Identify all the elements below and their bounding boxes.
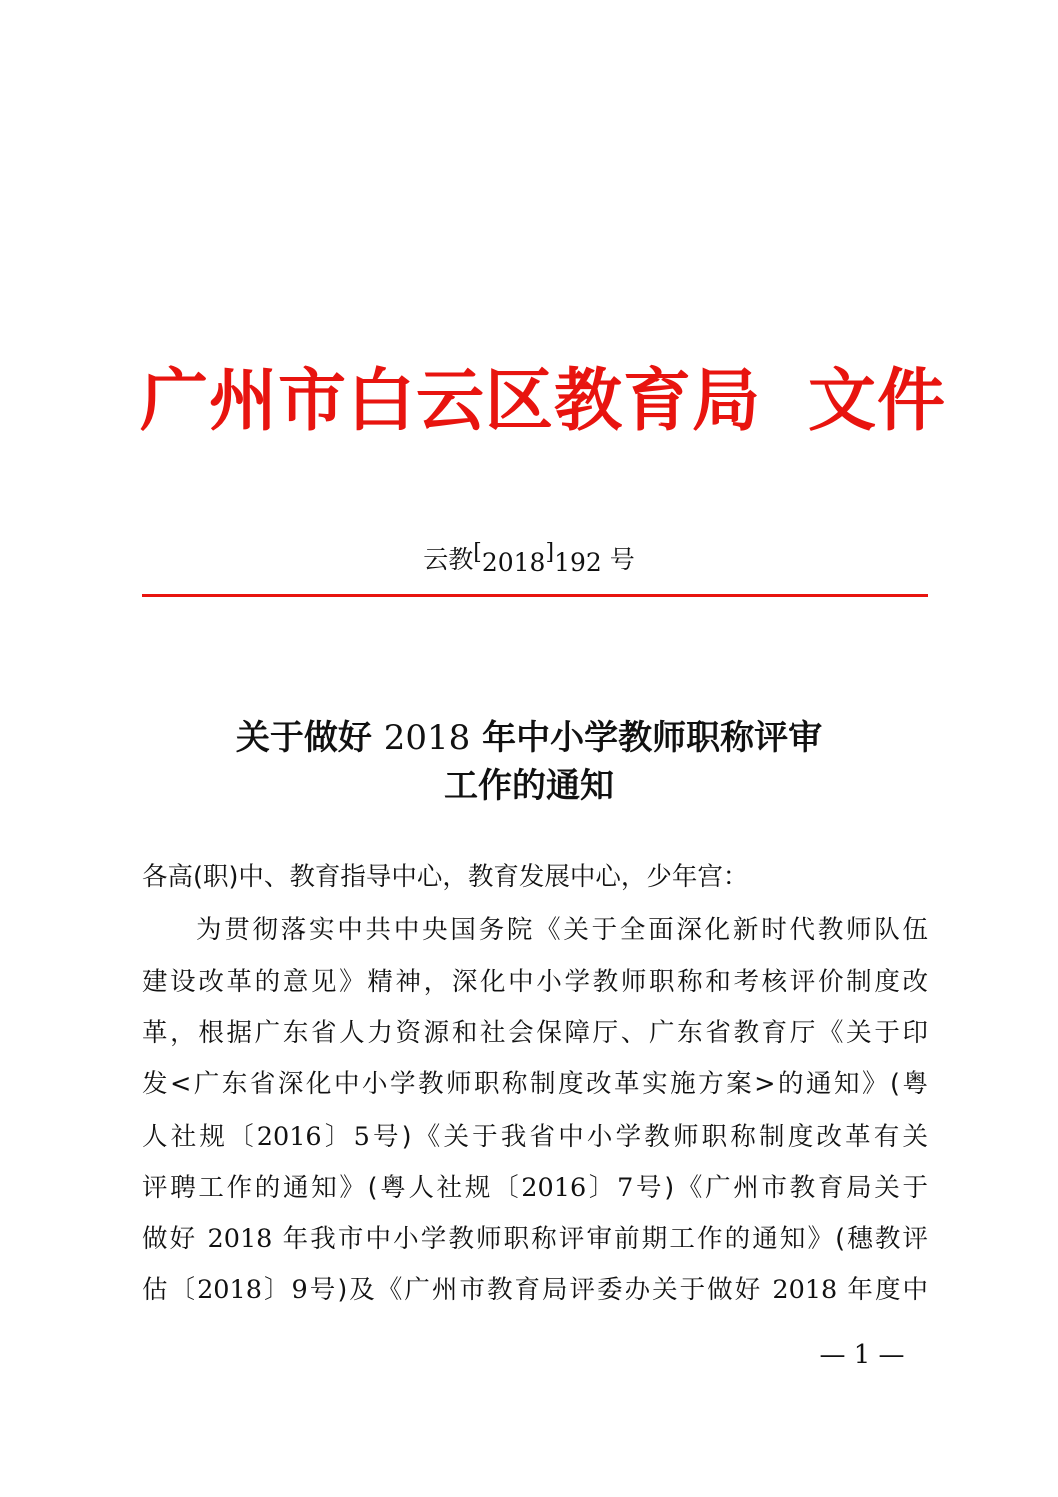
body-text: 估〔 (142, 1275, 198, 1305)
body-number: 7 (617, 1173, 634, 1203)
body-number: 2018 (772, 1275, 838, 1305)
body-number: 2016 (521, 1173, 587, 1203)
title-text: 关于做好 (235, 718, 372, 758)
body-number: 2016 (256, 1122, 322, 1152)
body-text: 评聘工作的通知》(粤人社规〔 (142, 1173, 522, 1203)
body-text: 年度中 (847, 1275, 928, 1305)
body-line-1: 为贯彻落实中共中央国务院《关于全面深化新时代教师队伍 (196, 915, 928, 945)
issuing-organization: 广州市白云区教育局 (140, 362, 762, 441)
body-line-2: 建设改革的意见》精神，深化中小学教师职称和考核评价制度改 (142, 967, 928, 997)
salutation: 各高(职)中、教育指导中心，教育发展中心，少年宫： (142, 862, 749, 892)
body-text: 号)《广州市教育局关于 (633, 1173, 928, 1203)
body-text: 〕 (586, 1173, 618, 1203)
body-text: 做好 (142, 1224, 198, 1254)
document-label: 文件 (808, 362, 947, 441)
doc-number-prefix: 云教 (423, 545, 474, 574)
doc-number-suffix: 号 (609, 545, 635, 574)
page-number: — 1 — (819, 1340, 905, 1370)
body-line-5 (142, 1112, 928, 1162)
doc-number-value: 192 (554, 548, 602, 577)
doc-number-open-bracket: [ (473, 540, 482, 565)
document-number (0, 538, 1058, 584)
body-text: 号)《关于我省中小学教师职称制度改革有关 (369, 1122, 928, 1152)
body-line-4: 发<广东省深化中小学教师职称制度改革实施方案>的通知》(粤 (142, 1069, 928, 1099)
body-text: 〕 (261, 1275, 292, 1305)
document-title-line-1 (0, 714, 1058, 762)
title-text: 年中小学教师职称评审 (482, 718, 823, 758)
document-title-line-2: 工作的通知 (444, 766, 614, 806)
body-number: 2018 (207, 1224, 273, 1254)
body-line-8 (142, 1265, 928, 1315)
body-text: 年我市中小学教师职称评审前期工作的通知》(穗教评 (282, 1224, 928, 1254)
document-header (140, 352, 947, 452)
red-divider-line (142, 594, 928, 597)
body-line-6 (142, 1163, 928, 1213)
doc-number-year: 2018 (481, 548, 546, 577)
body-text: 〕 (321, 1122, 354, 1152)
body-number: 2018 (197, 1275, 262, 1305)
body-number: 9 (291, 1275, 308, 1305)
body-number: 5 (353, 1122, 370, 1152)
body-text: 人社规〔 (142, 1122, 257, 1152)
body-text: 号)及《广州市教育局评委办关于做好 (307, 1275, 763, 1305)
body-line-3: 革，根据广东省人力资源和社会保障厅、广东省教育厅《关于印 (142, 1018, 928, 1048)
doc-number-close-bracket: ] (545, 540, 555, 565)
title-year: 2018 (383, 718, 471, 758)
body-line-7 (142, 1214, 928, 1264)
